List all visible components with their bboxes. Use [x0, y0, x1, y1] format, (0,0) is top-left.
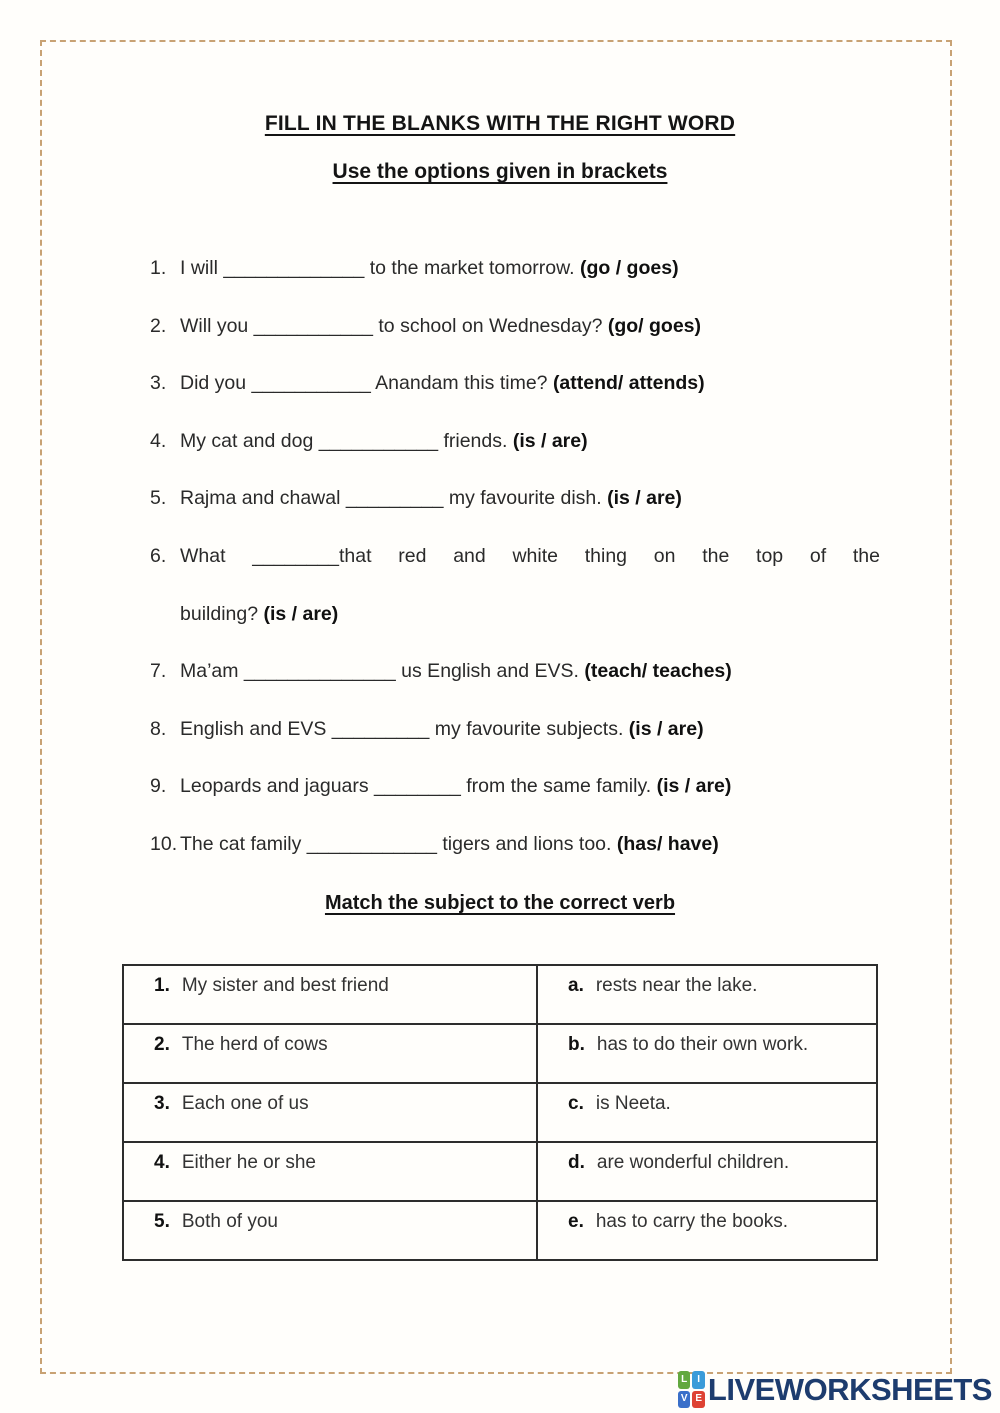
question-number: 6.	[150, 544, 167, 567]
subject-cell	[123, 1142, 537, 1201]
verb-cell	[537, 1024, 877, 1083]
question-text: Rajma and chawal _________ my favourite dish.	[180, 487, 608, 510]
item-number: 1.	[154, 975, 170, 996]
verb-cell	[537, 965, 877, 1024]
question-options: (has/ have)	[616, 832, 719, 855]
verb-text: has to carry the books.	[595, 1211, 789, 1232]
question-text-line1: What ________that red and white thing on the top of the	[180, 544, 880, 567]
subject-text: Each one of us	[181, 1093, 309, 1114]
question-text: English and EVS _________ my favourite subjects.	[180, 717, 629, 740]
question-item-2	[150, 298, 880, 356]
subject-text: The herd of cows	[181, 1034, 328, 1055]
item-number: 4.	[154, 1152, 170, 1173]
verb-text: are wonderful children.	[596, 1152, 790, 1173]
letter-label: b.	[568, 1034, 585, 1055]
fill-in-questions-list	[150, 240, 880, 874]
logo-tile-l: L	[678, 1371, 691, 1389]
question-item-9	[150, 758, 880, 816]
verb-cell	[537, 1142, 877, 1201]
question-number: 10.	[150, 832, 178, 855]
question-text: My cat and dog ___________ friends.	[180, 429, 513, 452]
question-number: 7.	[150, 660, 167, 683]
question-item-3	[150, 355, 880, 413]
question-number: 1.	[150, 257, 167, 279]
question-number: 3.	[150, 372, 167, 395]
subject-cell	[123, 1083, 537, 1142]
worksheet-subtitle: Use the options given in brackets	[332, 160, 668, 183]
question-options: (is / are)	[263, 602, 339, 625]
question-text-line2: building?	[180, 602, 264, 625]
letter-label: c.	[568, 1093, 584, 1114]
table-row	[123, 965, 877, 1024]
question-text: Leopards and jaguars ________ from the same family.	[180, 775, 657, 798]
question-text: I will _____________ to the market tomorrow.	[180, 257, 580, 279]
question-number: 8.	[150, 717, 167, 740]
liveworksheets-logo[interactable]	[678, 1371, 992, 1408]
verb-text: is Neeta.	[595, 1093, 671, 1114]
table-row	[123, 1083, 877, 1142]
question-options: (go/ goes)	[607, 314, 702, 337]
letter-label: a.	[568, 975, 584, 996]
question-options: (is / are)	[512, 429, 588, 452]
logo-tile-v: V	[678, 1391, 691, 1409]
question-options: (teach/ teaches)	[584, 660, 732, 683]
question-number: 2.	[150, 314, 167, 337]
match-section-title: Match the subject to the correct verb	[324, 892, 676, 914]
letter-label: e.	[568, 1211, 584, 1232]
table-row	[123, 1024, 877, 1083]
item-number: 5.	[154, 1211, 170, 1232]
question-options: (is / are)	[607, 487, 682, 510]
question-options: (is / are)	[656, 775, 732, 798]
question-item-1	[150, 240, 880, 298]
question-number: 9.	[150, 775, 167, 798]
question-text: The cat family ____________ tigers and lions too.	[180, 832, 617, 855]
question-number: 5.	[150, 487, 167, 510]
match-table	[122, 964, 878, 1261]
question-text: Ma’am ______________ us English and EVS.	[180, 660, 585, 683]
worksheet-title: FILL IN THE BLANKS WITH THE RIGHT WORD	[264, 112, 736, 135]
liveworksheets-icon	[678, 1371, 705, 1408]
subject-cell	[123, 1201, 537, 1260]
subject-cell	[123, 965, 537, 1024]
question-item-10	[150, 816, 880, 874]
question-item-5	[150, 470, 880, 528]
letter-label: d.	[568, 1152, 585, 1173]
question-item-4	[150, 413, 880, 471]
subject-text: Both of you	[181, 1211, 278, 1232]
question-text: Did you ___________ Anandam this time?	[180, 372, 553, 395]
question-text: Will you ___________ to school on Wednesday?	[180, 314, 608, 337]
verb-cell	[537, 1083, 877, 1142]
item-number: 3.	[154, 1093, 170, 1114]
subject-text: My sister and best friend	[181, 975, 389, 996]
question-options: (attend/ attends)	[552, 372, 705, 395]
logo-wordmark: LIVEWORKSHEETS	[707, 1371, 992, 1407]
logo-tile-i: I	[692, 1371, 705, 1389]
subject-text: Either he or she	[181, 1152, 316, 1173]
question-number: 4.	[150, 429, 167, 452]
question-item-6	[150, 528, 880, 643]
subject-cell	[123, 1024, 537, 1083]
question-options: (go / goes)	[579, 257, 679, 279]
question-item-8	[150, 701, 880, 759]
verb-text: has to do their own work.	[596, 1034, 809, 1055]
table-row	[123, 1142, 877, 1201]
logo-tile-e: E	[692, 1391, 705, 1409]
table-row	[123, 1201, 877, 1260]
question-item-7	[150, 643, 880, 701]
question-options: (is / are)	[628, 717, 704, 740]
verb-cell	[537, 1201, 877, 1260]
item-number: 2.	[154, 1034, 170, 1055]
verb-text: rests near the lake.	[595, 975, 758, 996]
